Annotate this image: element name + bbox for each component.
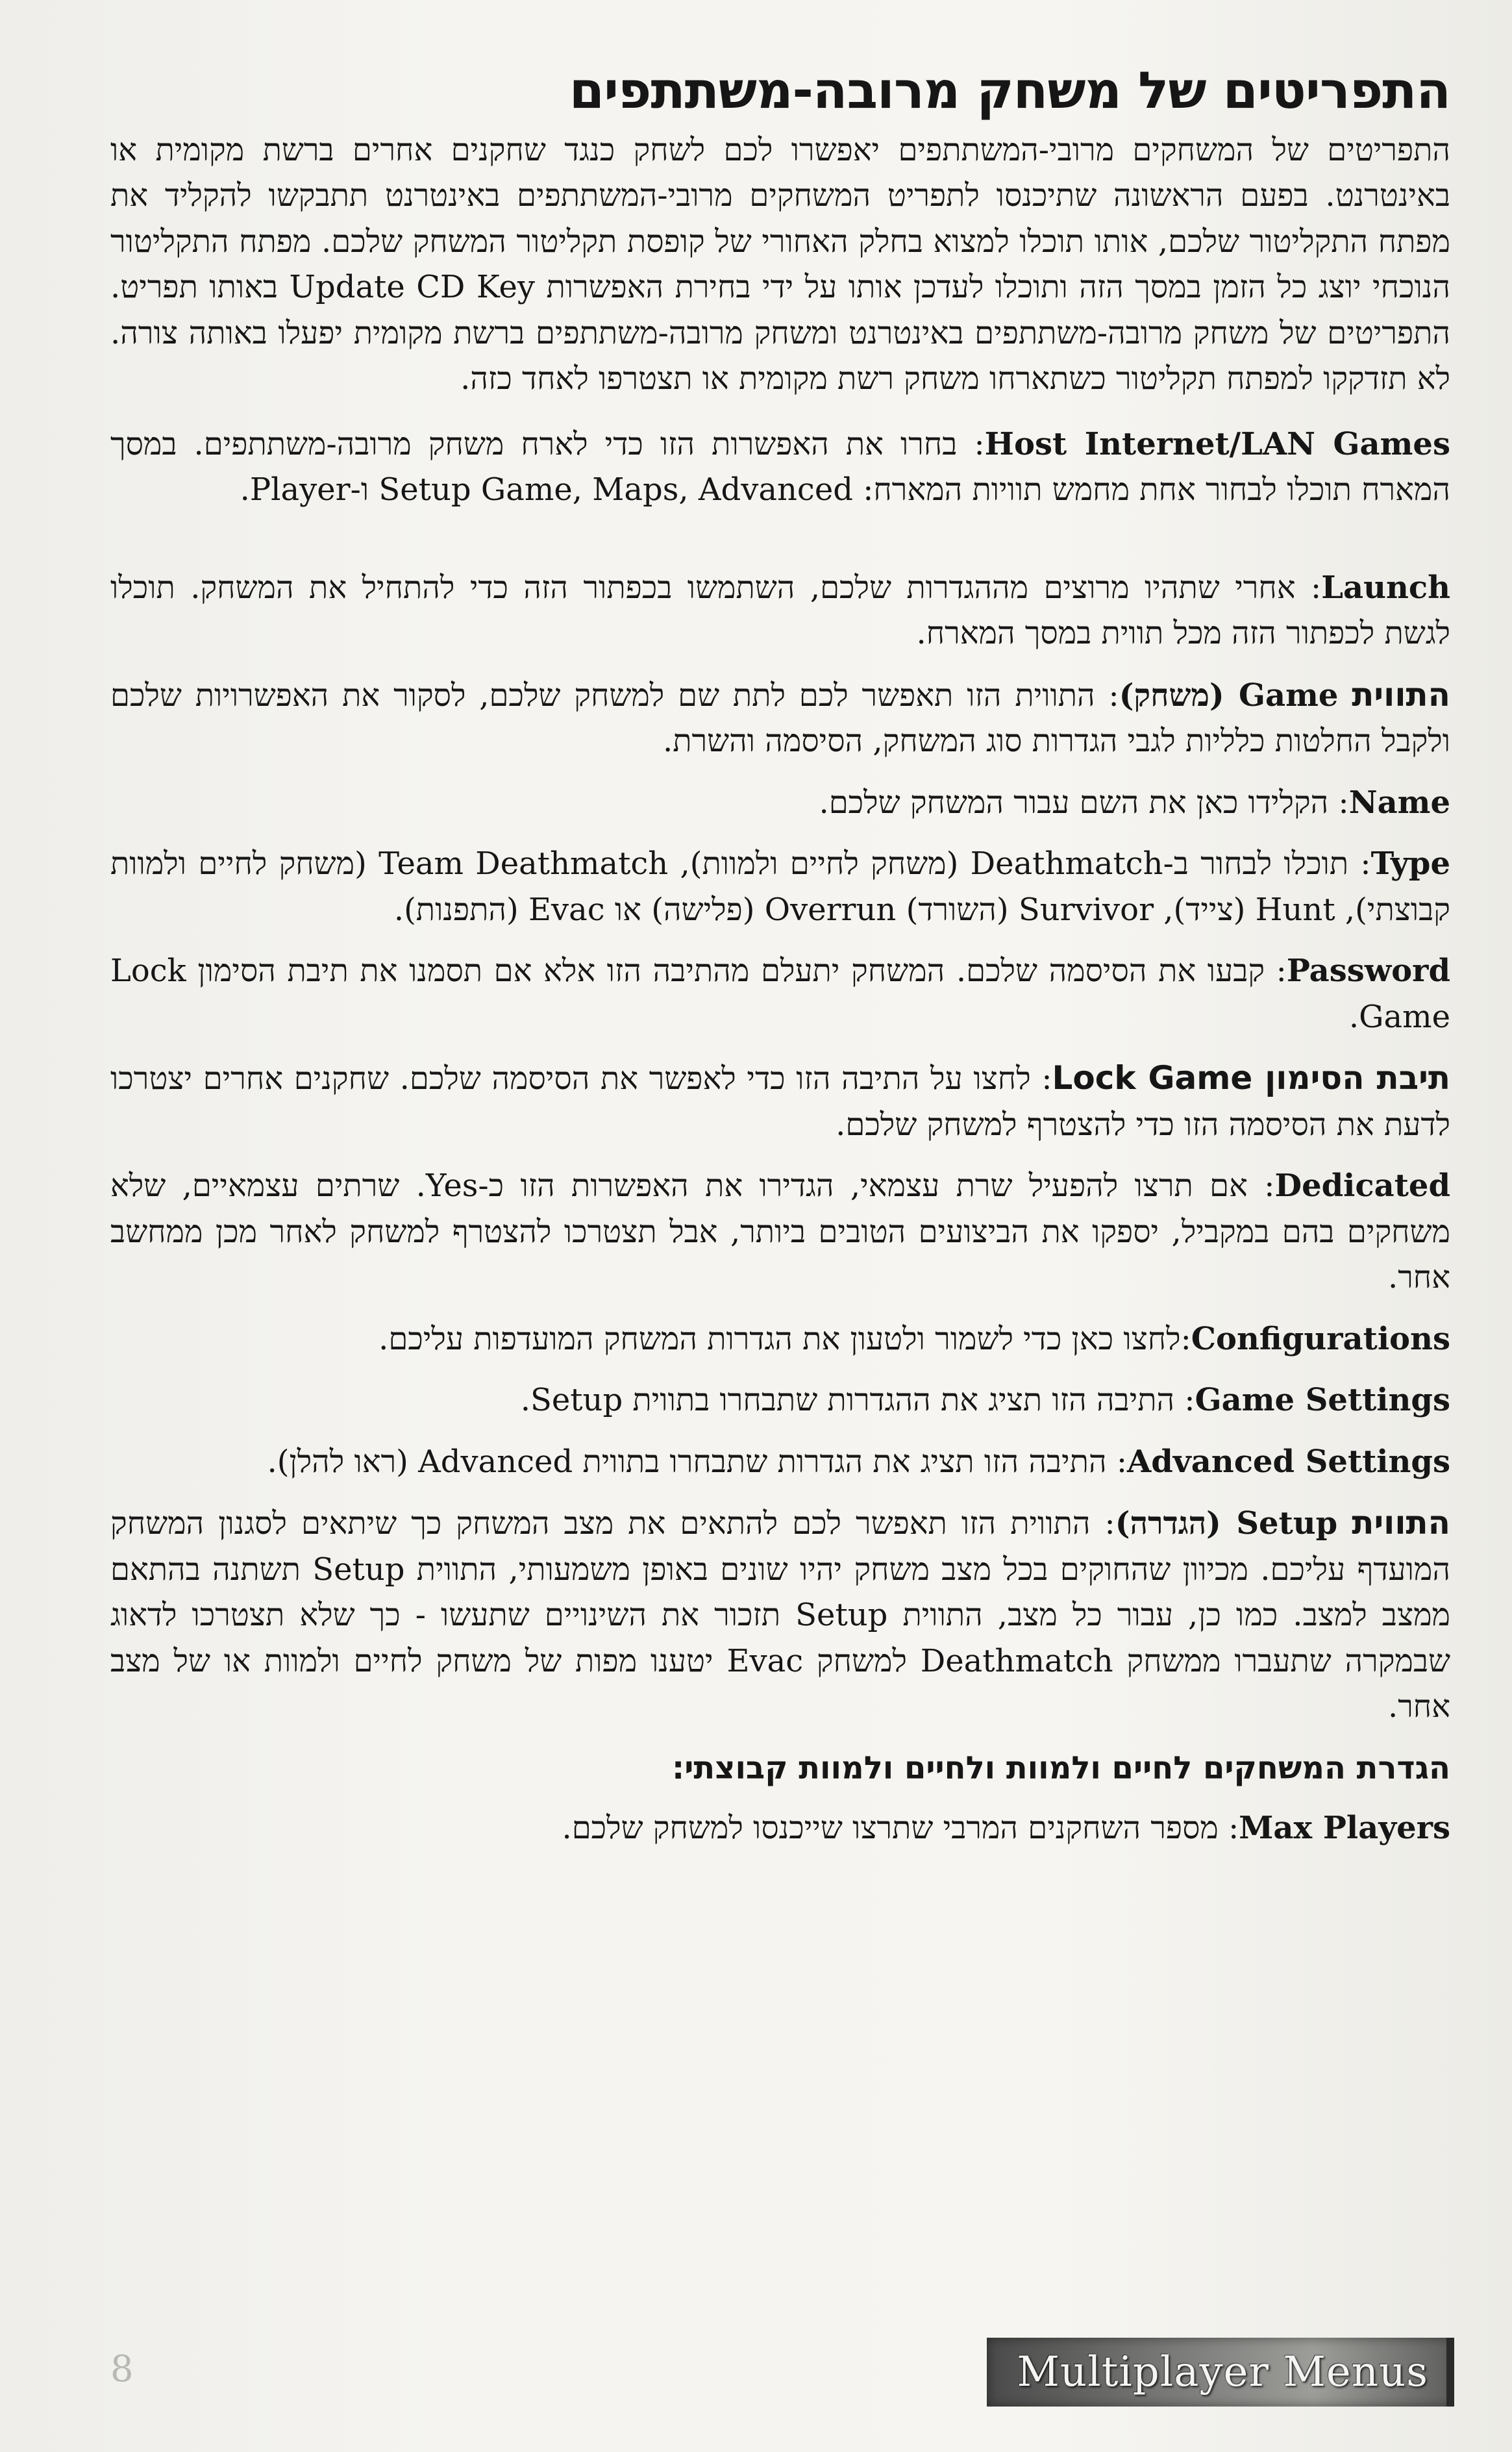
- lock-game-paragraph: [110, 1055, 1450, 1147]
- password-paragraph: [110, 948, 1450, 1040]
- max-players-paragraph: [110, 1805, 1450, 1851]
- name-paragraph: [110, 780, 1450, 826]
- dedicated-term: Dedicated: [1274, 1168, 1450, 1205]
- setup-tab-term: Setup (הגדרה): [1115, 1505, 1338, 1542]
- password-term: Password: [1286, 953, 1450, 990]
- type-text: : תוכלו לבחור ב-Deathmatch (משחק לחיים ולמוות), Team Deathmatch (משחק לחיים ולמוות קבוצתי), Hunt (צייד), Survivor (השורד) Overrun (פלישה) או Evac (התפנות).: [110, 845, 1450, 928]
- max-players-text: : מספר השחקנים המרבי שתרצו שייכנסו למשחק שלכם.: [562, 1809, 1239, 1846]
- section-banner-label: Multiplayer Menus: [1017, 2348, 1428, 2396]
- name-term: Name: [1348, 784, 1450, 821]
- setup-tab-word: התווית: [1352, 1504, 1451, 1542]
- lock-game-term: תיבת הסימון Lock Game: [1052, 1059, 1451, 1097]
- lock-game-text: : לחצו על התיבה הזו כדי לאפשר את הסיסמה שלכם. שחקנים אחרים יצטרכו לדעת את הסיסמה הזו כדי להצטרף למשחק שלכם.: [110, 1060, 1450, 1143]
- page-title: התפריטים של משחק מרובה-משתתפים: [569, 62, 1450, 120]
- advanced-settings-text: : התיבה הזו תציג את הגדרות שתבחרו בתווית Advanced (ראו להלן).: [267, 1443, 1127, 1480]
- game-settings-term: Game Settings: [1195, 1382, 1450, 1419]
- game-settings-text: : התיבה הזו תציג את ההגדרות שתבחרו בתווית Setup.: [520, 1382, 1195, 1419]
- page-content: [110, 62, 1451, 1866]
- banner-edge: [1446, 2338, 1454, 2407]
- launch-paragraph: [110, 565, 1450, 657]
- game-settings-paragraph: [110, 1377, 1450, 1423]
- launch-text: : אחרי שתהיו מרוצים מההגדרות שלכם, השתמשו בכפתור הזה כדי להתחיל את המשחק. תוכלו לגשת לכפתור הזה מכל תווית במסך המארח.: [110, 569, 1450, 652]
- game-tab-paragraph: [110, 672, 1450, 764]
- configurations-paragraph: [110, 1316, 1450, 1362]
- advanced-settings-paragraph: [110, 1439, 1450, 1485]
- type-paragraph: [110, 841, 1450, 932]
- players-section-heading: הגדרת המשחקים לחיים ולמוות ולחיים ולמוות קבוצתי:: [672, 1749, 1450, 1786]
- game-tab-text: : התווית הזו תאפשר לכם לתת שם למשחק שלכם, לסקור את האפשרויות שלכם ולקבל החלטות כלליות לגבי הגדרות סוג המשחק, הסיסמה והשרת.: [110, 677, 1450, 760]
- dedicated-paragraph: [110, 1163, 1450, 1301]
- page-footer: [0, 2338, 1512, 2409]
- launch-term: Launch: [1321, 569, 1450, 606]
- max-players-term: Max Players: [1239, 1809, 1450, 1846]
- type-term: Type: [1370, 845, 1451, 882]
- configurations-text: :לחצו כאן כדי לשמור ולטעון את הגדרות המשחק המועדפות עליכם.: [378, 1320, 1191, 1357]
- host-games-paragraph: [110, 421, 1450, 513]
- password-text: : קבעו את הסיסמה שלכם. המשחק יתעלם מהתיבה הזו אלא אם תסמנו את תיבת הסימון Lock Game.: [110, 953, 1450, 1035]
- game-tab-word: התווית: [1352, 675, 1450, 714]
- configurations-term: Configurations: [1191, 1320, 1450, 1357]
- setup-tab-text: : התווית הזו תאפשר לכם להתאים את מצב המשחק כך שיתאים לסגנון המשחק המועדף עליכם. מכיוון שהחוקים בכל מצב משחק יהיו שונים באופן משמעותי, התווית Setup תשתנה בהתאם ממצב למצב. כמו כן, עבור כל מצב, התווית Setup תזכור את השינויים שתעשו - כך שלא תצטרכו לדאוג שבמקרה שתעברו ממשחק Deathmatch למשחק Evac יטענו מפות של משחק לחיים ולמוות או של מצב אחר.: [110, 1505, 1451, 1725]
- advanced-settings-term: Advanced Settings: [1127, 1443, 1450, 1480]
- section-banner: [987, 2338, 1454, 2407]
- host-games-term: Host Internet/LAN Games: [984, 425, 1450, 462]
- page-number: 8: [110, 2348, 134, 2390]
- host-games-text: : בחרו את האפשרות הזו כדי לארח משחק מרובה-משתתפים. במסך המארח תוכלו לבחור אחת מחמש תוויות המארח: Setup Game, Maps, Advanced ו-Player.: [110, 425, 1450, 508]
- game-tab-term: Game (משחק): [1119, 677, 1339, 714]
- setup-tab-paragraph: [110, 1500, 1450, 1730]
- dedicated-text: : אם תרצו להפעיל שרת עצמאי, הגדירו את האפשרות הזו כ-Yes. שרתים עצמאיים, שלא משחקים בהם במקביל, יספקו את הביצועים הטובים ביותר, אבל תצטרכו להצטרף למשחק לאחר מכן ממחשב אחר.: [110, 1168, 1450, 1296]
- intro-paragraph: התפריטים של המשחקים מרובי-המשתתפים יאפשרו לכם לשחק כנגד שחקנים אחרים ברשת מקומית או באינטרנט. בפעם הראשונה שתיכנסו לתפריט המשחקים מרובי-המשתתפים באינטרנט תתבקשו להקליד את מפתח התקליטור שלכם, אותו תוכלו למצוא בחלק האחורי של קופסת תקליטור המשחק שלכם. מפתח התקליטור הנוכחי יוצג כל הזמן במסך הזה ותוכלו לעדכן אותו על ידי בחירת האפשרות Update CD Key באותו תפריט. התפריטים של משחק מרובה-משתתפים באינטרנט ומשחק מרובה-משתתפים ברשת מקומית יפעלו באותה צורה. לא תזדקקו למפתח תקליטור כשתארחו משחק רשת מקומית או תצטרפו לאחד כזה.: [110, 131, 1451, 397]
- name-text: : הקלידו כאן את השם עבור המשחק שלכם.: [819, 784, 1349, 821]
